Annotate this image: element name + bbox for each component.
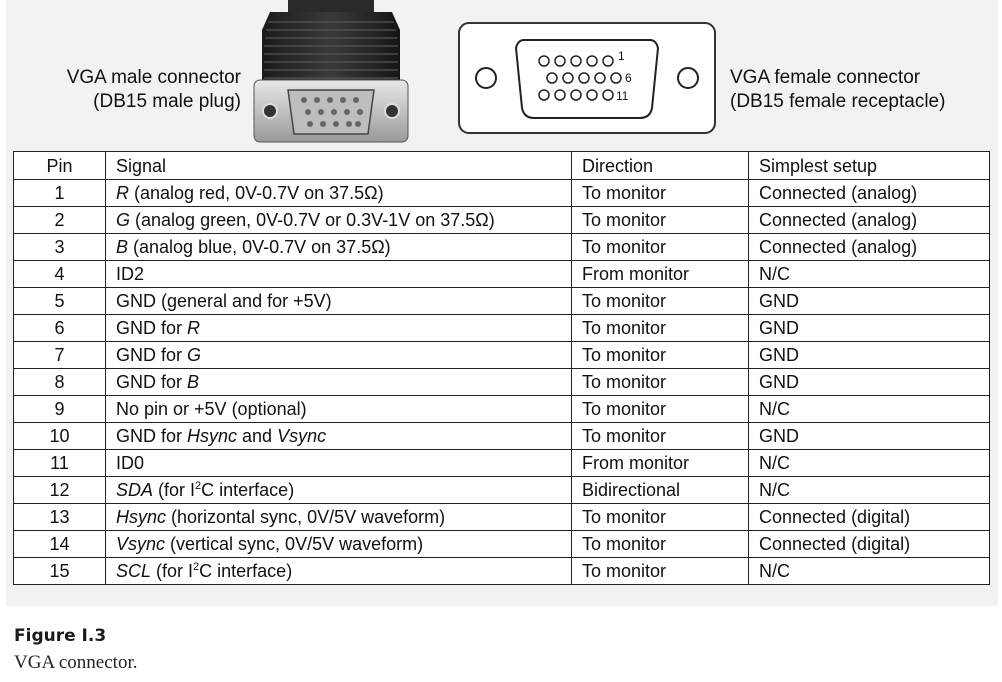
signal-italic-text: SDA bbox=[116, 480, 154, 500]
table-row bbox=[14, 504, 990, 531]
signal-text: (horizontal sync, 0V/5V waveform) bbox=[166, 507, 446, 527]
pin-number-cell: 5 bbox=[14, 288, 106, 315]
table-row bbox=[14, 207, 990, 234]
signal-text: (for I bbox=[151, 561, 194, 581]
table-row bbox=[14, 234, 990, 261]
direction-cell: From monitor bbox=[572, 261, 749, 288]
signal-cell bbox=[106, 315, 572, 342]
vga-male-plug-image bbox=[250, 0, 412, 146]
pin-number-cell: 12 bbox=[14, 477, 106, 504]
setup-cell: N/C bbox=[749, 558, 990, 585]
signal-text: GND for bbox=[116, 345, 188, 365]
header-direction: Direction bbox=[572, 152, 749, 180]
pin-number-cell: 3 bbox=[14, 234, 106, 261]
pin-number-11: 11 bbox=[616, 89, 629, 103]
male-connector-title: VGA male connector bbox=[66, 67, 241, 88]
direction-cell: To monitor bbox=[572, 423, 749, 450]
signal-cell bbox=[106, 288, 572, 315]
table-header-row bbox=[14, 152, 990, 180]
signal-text: and bbox=[237, 426, 278, 446]
setup-cell: Connected (digital) bbox=[749, 504, 990, 531]
signal-italic-text: Hsync bbox=[187, 426, 238, 446]
signal-text: ID0 bbox=[116, 453, 145, 473]
signal-cell bbox=[106, 396, 572, 423]
setup-cell: Connected (digital) bbox=[749, 531, 990, 558]
pin-number-1: 1 bbox=[618, 49, 625, 63]
signal-text: (analog green, 0V-0.7V or 0.3V-1V on 37.5Ω) bbox=[130, 210, 495, 230]
signal-italic-text: SCL bbox=[116, 561, 152, 581]
signal-text: (for I bbox=[153, 480, 196, 500]
pin-number-cell: 6 bbox=[14, 315, 106, 342]
direction-cell: To monitor bbox=[572, 504, 749, 531]
male-connector-label bbox=[20, 66, 241, 114]
signal-italic-text: B bbox=[116, 237, 129, 257]
pin-number-cell: 14 bbox=[14, 531, 106, 558]
direction-cell: To monitor bbox=[572, 234, 749, 261]
pin-number-cell: 8 bbox=[14, 369, 106, 396]
signal-cell bbox=[106, 531, 572, 558]
signal-text: (analog red, 0V-0.7V on 37.5Ω) bbox=[129, 183, 384, 203]
pin-number-cell: 15 bbox=[14, 558, 106, 585]
signal-text: C interface) bbox=[201, 480, 295, 500]
signal-text: GND for bbox=[116, 426, 188, 446]
signal-text: (vertical sync, 0V/5V waveform) bbox=[165, 534, 424, 554]
table-row bbox=[14, 450, 990, 477]
setup-cell: N/C bbox=[749, 477, 990, 504]
table-row bbox=[14, 477, 990, 504]
header-pin: Pin bbox=[14, 152, 106, 180]
signal-text: GND for bbox=[116, 318, 188, 338]
setup-cell: N/C bbox=[749, 396, 990, 423]
signal-cell bbox=[106, 234, 572, 261]
signal-cell bbox=[106, 477, 572, 504]
direction-cell: To monitor bbox=[572, 315, 749, 342]
setup-cell: GND bbox=[749, 423, 990, 450]
table-row bbox=[14, 180, 990, 207]
signal-italic-text: Vsync bbox=[277, 426, 327, 446]
direction-cell: To monitor bbox=[572, 531, 749, 558]
signal-cell bbox=[106, 342, 572, 369]
signal-italic-text: B bbox=[187, 372, 200, 392]
pin-number-cell: 10 bbox=[14, 423, 106, 450]
setup-cell: Connected (analog) bbox=[749, 207, 990, 234]
signal-italic-text: Hsync bbox=[116, 507, 167, 527]
signal-cell bbox=[106, 504, 572, 531]
table-row bbox=[14, 261, 990, 288]
table-row bbox=[14, 531, 990, 558]
direction-cell: To monitor bbox=[572, 180, 749, 207]
direction-cell: To monitor bbox=[572, 558, 749, 585]
signal-cell bbox=[106, 423, 572, 450]
table-row bbox=[14, 558, 990, 585]
pin-number-cell: 11 bbox=[14, 450, 106, 477]
setup-cell: GND bbox=[749, 342, 990, 369]
setup-cell: N/C bbox=[749, 450, 990, 477]
female-connector-title: VGA female connector bbox=[730, 67, 921, 88]
pin-number-cell: 9 bbox=[14, 396, 106, 423]
signal-text: GND (general and for +5V) bbox=[116, 291, 332, 311]
direction-cell: Bidirectional bbox=[572, 477, 749, 504]
table-row bbox=[14, 369, 990, 396]
signal-italic-text: G bbox=[187, 345, 202, 365]
pin-number-cell: 1 bbox=[14, 180, 106, 207]
signal-italic-text: G bbox=[116, 210, 131, 230]
signal-italic-text: R bbox=[187, 318, 201, 338]
signal-italic-text: R bbox=[116, 183, 129, 203]
direction-cell: To monitor bbox=[572, 288, 749, 315]
setup-cell: Connected (analog) bbox=[749, 180, 990, 207]
direction-cell: To monitor bbox=[572, 342, 749, 369]
table-row bbox=[14, 288, 990, 315]
figure-number: Figure I.3 bbox=[14, 626, 107, 646]
signal-superscript: 2 bbox=[195, 480, 202, 492]
signal-text: GND for bbox=[116, 372, 188, 392]
signal-cell bbox=[106, 261, 572, 288]
pinout-table bbox=[13, 151, 990, 585]
vga-female-receptacle-diagram bbox=[458, 22, 716, 134]
setup-cell: N/C bbox=[749, 261, 990, 288]
direction-cell: To monitor bbox=[572, 207, 749, 234]
table-row bbox=[14, 315, 990, 342]
setup-cell: GND bbox=[749, 288, 990, 315]
pin-number-cell: 13 bbox=[14, 504, 106, 531]
direction-cell: From monitor bbox=[572, 450, 749, 477]
signal-text: No pin or +5V (optional) bbox=[116, 399, 307, 419]
signal-text: ID2 bbox=[116, 264, 145, 284]
figure-caption: VGA connector. bbox=[14, 652, 138, 673]
signal-cell bbox=[106, 558, 572, 585]
signal-cell bbox=[106, 369, 572, 396]
direction-cell: To monitor bbox=[572, 369, 749, 396]
signal-cell bbox=[106, 180, 572, 207]
table-row bbox=[14, 423, 990, 450]
female-connector-subtitle: (DB15 female receptacle) bbox=[730, 91, 946, 112]
table-row bbox=[14, 396, 990, 423]
pin-number-cell: 7 bbox=[14, 342, 106, 369]
signal-cell bbox=[106, 207, 572, 234]
pin-number-cell: 2 bbox=[14, 207, 106, 234]
signal-text: (analog blue, 0V-0.7V on 37.5Ω) bbox=[128, 237, 391, 257]
pin-number-6: 6 bbox=[625, 71, 632, 85]
signal-cell bbox=[106, 450, 572, 477]
table-row bbox=[14, 342, 990, 369]
signal-italic-text: Vsync bbox=[116, 534, 166, 554]
signal-superscript: 2 bbox=[193, 561, 200, 573]
setup-cell: GND bbox=[749, 315, 990, 342]
pin-number-cell: 4 bbox=[14, 261, 106, 288]
header-setup: Simplest setup bbox=[749, 152, 990, 180]
signal-text: C interface) bbox=[199, 561, 293, 581]
female-connector-label bbox=[730, 66, 990, 114]
setup-cell: GND bbox=[749, 369, 990, 396]
direction-cell: To monitor bbox=[572, 396, 749, 423]
setup-cell: Connected (analog) bbox=[749, 234, 990, 261]
male-connector-subtitle: (DB15 male plug) bbox=[93, 91, 241, 112]
header-signal: Signal bbox=[106, 152, 572, 180]
